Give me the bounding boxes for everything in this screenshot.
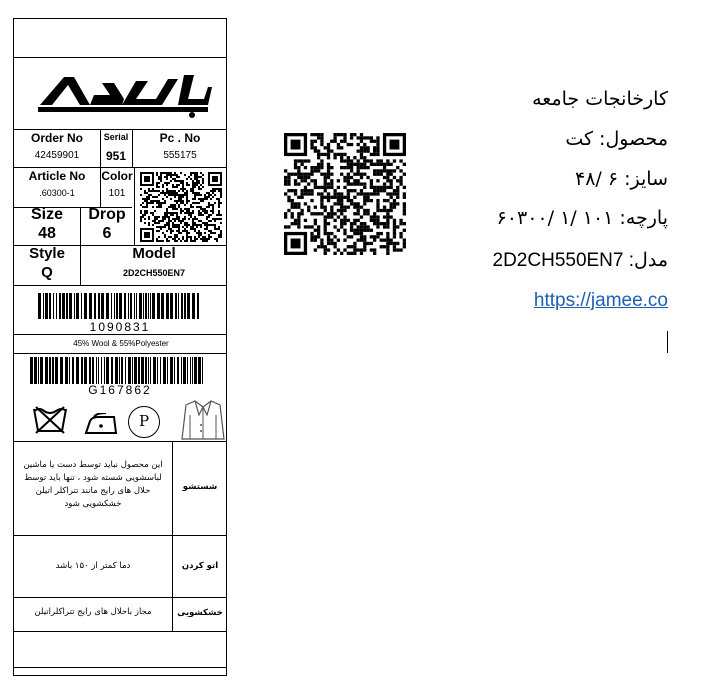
size-value: 48	[38, 225, 56, 242]
barcode-icon	[30, 357, 206, 384]
model-value: 2D2CH550EN7	[122, 268, 186, 278]
drop-value: 6	[102, 225, 112, 242]
care-iron-text: دما کمتر از ۱۵۰ باشد	[55, 561, 131, 571]
article-no-label: Article No	[28, 169, 86, 183]
care-wash-text: این محصول نباید توسط دست یا ماشین لباسشویی شسته شود ، تنها باید توسط حلال های رایج مانند تتراکلر اتیلن خشکشویی شود	[23, 460, 163, 509]
color-value: 101	[108, 188, 126, 199]
order-no-value: 42459901	[34, 150, 80, 161]
product-qr-code	[284, 133, 406, 255]
style-value: Q	[41, 264, 53, 281]
pc-no-label: Pc . No	[159, 131, 201, 145]
size-label: Size	[30, 206, 63, 223]
barcode-1-number: 1090831	[89, 320, 151, 334]
fabric-line: پارچه: ۱۰۱ /۱ /۶۰۳۰۰	[496, 207, 668, 229]
care-dryclean-text: مجاز باحلال های رایج تتراکلراتیلن	[34, 607, 152, 617]
care-iron-label: اتو کردن	[181, 561, 219, 571]
iron-icon	[80, 413, 120, 437]
garment-label	[13, 18, 227, 676]
serial-label: Serial	[103, 132, 129, 142]
drop-label: Drop	[88, 206, 126, 223]
care-dryclean-label: خشکشویی	[177, 608, 223, 618]
pc-no-value: 555175	[163, 150, 197, 161]
care-wash-label: شستشو	[182, 482, 218, 492]
text-cursor	[667, 331, 668, 353]
small-qr-code	[140, 172, 222, 242]
order-no-label: Order No	[30, 131, 83, 145]
logo-icon	[32, 69, 212, 121]
no-wash-icon	[32, 403, 68, 437]
qr-code-icon	[284, 133, 406, 255]
article-no-value: .60300-1	[39, 188, 75, 198]
color-label: Color	[101, 169, 133, 183]
dry-clean-p-icon: P	[128, 406, 160, 438]
product-line: محصول: کت	[565, 128, 668, 150]
serial-value: 951	[105, 149, 127, 163]
size-line: سایز: ۶ /۴۸	[574, 168, 668, 190]
barcode-2-number: G167862	[88, 383, 152, 397]
brand-logo	[32, 69, 212, 121]
jacket-icon	[180, 399, 226, 441]
model-label: Model	[132, 245, 176, 262]
qr-code-icon	[140, 172, 222, 242]
factory-name: کارخانجات جامعه	[532, 88, 668, 110]
style-label: Style	[29, 245, 65, 262]
composition: 45% Wool & 55%Polyester	[73, 339, 169, 348]
barcode-icon	[38, 293, 202, 319]
website-link[interactable]: https://jamee.co	[533, 290, 668, 311]
model-line: مدل: 2D2CH550EN7	[492, 250, 668, 271]
